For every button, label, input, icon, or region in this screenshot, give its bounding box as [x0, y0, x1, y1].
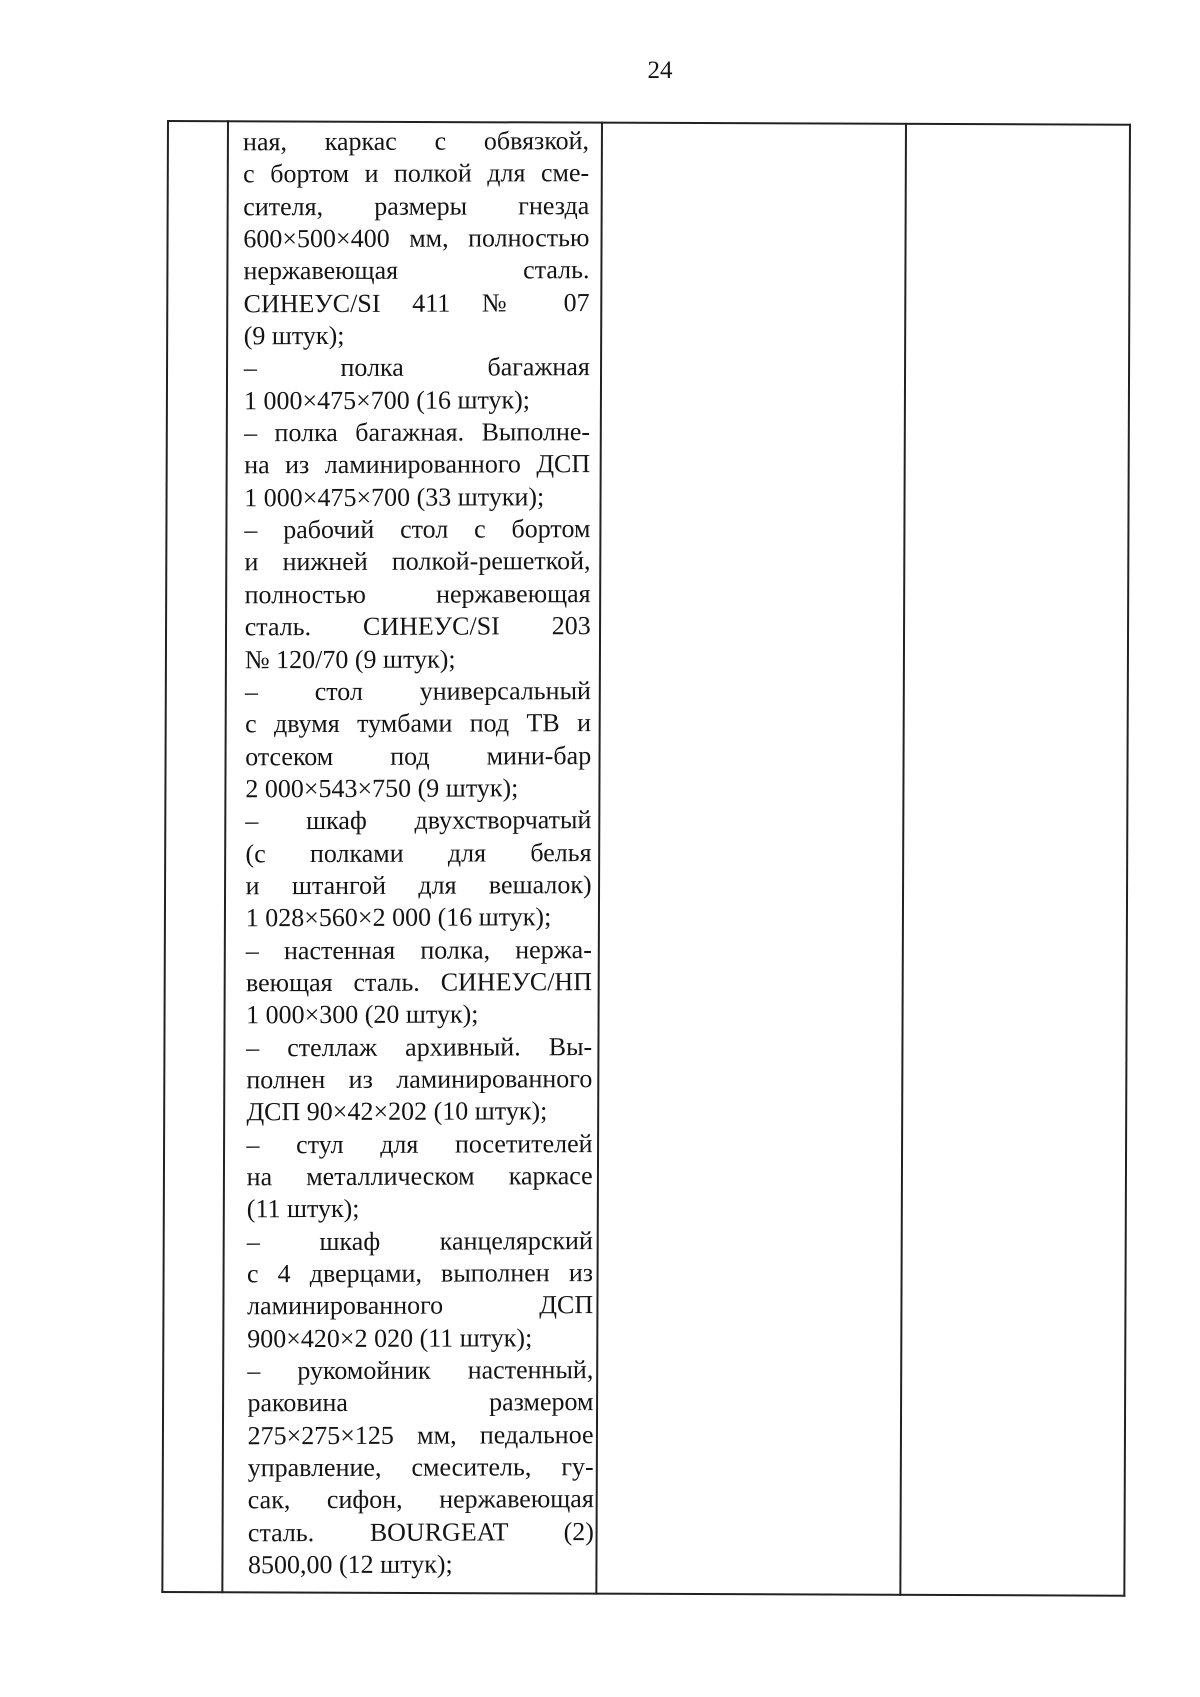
- page-number: 24: [647, 57, 673, 84]
- description-line: полнен из ламинированного: [246, 1064, 593, 1095]
- description-line: нержавеющая сталь.: [243, 255, 590, 286]
- description-line: сталь. СИНЕУС/SI 203: [244, 611, 591, 642]
- description-line: и штангой для вешалок): [245, 869, 592, 901]
- description-line: – настенная полка, нержа-: [245, 934, 592, 965]
- description-line: сталь. BOURGEAT (2): [247, 1516, 594, 1548]
- description-line: – шкаф канцелярский: [246, 1225, 593, 1256]
- description-line: сителя, размеры гнезда: [243, 190, 590, 221]
- description-line: ДСП 90×42×202 (10 штук);: [246, 1096, 548, 1127]
- description-line: 600×500×400 мм, полностью: [243, 223, 590, 254]
- description-line: № 120/70 (9 штук);: [244, 644, 456, 674]
- description-line: веющая сталь. СИНЕУС/НП: [245, 967, 593, 998]
- description-line: и нижней полкой-решеткой,: [244, 546, 591, 577]
- description-line: ная, каркас с обвязкой,: [242, 126, 590, 157]
- description-cell: [243, 125, 594, 1582]
- description-line: 8500,00 (12 штук);: [247, 1549, 453, 1580]
- description-line: на металлическом каркасе: [246, 1161, 593, 1192]
- description-line: 1 000×475×700 (33 штуки);: [244, 482, 545, 513]
- description-line: 2 000×543×750 (9 штук);: [245, 773, 519, 804]
- description-line: на из ламинированного ДСП: [244, 449, 591, 480]
- description-line: сак, сифон, нержавеющая: [247, 1484, 594, 1515]
- number-cell: [163, 122, 227, 1591]
- description-line: – полка багажная: [243, 352, 590, 383]
- description-line: (11 штук);: [246, 1194, 360, 1224]
- description-line: управление, смеситель, гу-: [247, 1452, 594, 1483]
- description-line: 1 000×475×700 (16 штук);: [243, 385, 531, 416]
- description-line: отсеком под мини-бар: [245, 740, 592, 771]
- description-line: (с полками для белья: [245, 837, 592, 868]
- description-line: – стул для посетителей: [246, 1128, 593, 1159]
- fourth-column-cell: [901, 125, 1129, 1595]
- description-line: 900×420×2 020 (11 штук);: [247, 1323, 533, 1354]
- description-line: с бортом и полкой для сме-: [243, 158, 590, 189]
- description-line: – полка багажная. Выполне-: [243, 417, 591, 448]
- description-line: – стеллаж архивный. Вы-: [246, 1031, 593, 1062]
- description-line: 275×275×125 мм, педальное: [247, 1419, 594, 1451]
- description-line: СИНЕУС/SI 411 № 07: [243, 287, 590, 319]
- description-line: ламинированного ДСП: [247, 1290, 594, 1321]
- description-line: с двумя тумбами под ТВ и: [245, 708, 592, 739]
- equipment-table: [161, 120, 1131, 1597]
- description-line: – стол универсальный: [244, 675, 591, 707]
- description-line: – шкаф двухстворчатый: [245, 805, 592, 836]
- description-line: 1 000×300 (20 штук);: [246, 999, 479, 1030]
- third-column-cell: [597, 124, 905, 1594]
- description-line: полностью нержавеющая: [244, 578, 591, 610]
- description-line: – рукомойник настенный,: [247, 1355, 594, 1386]
- description-line: с 4 дверцами, выполнен из: [246, 1258, 594, 1289]
- description-line: раковина размером: [247, 1387, 594, 1418]
- description-line: (9 штук);: [243, 321, 345, 351]
- description-line: – рабочий стол с бортом: [244, 514, 591, 545]
- description-line: 1 028×560×2 000 (16 штук);: [245, 902, 552, 933]
